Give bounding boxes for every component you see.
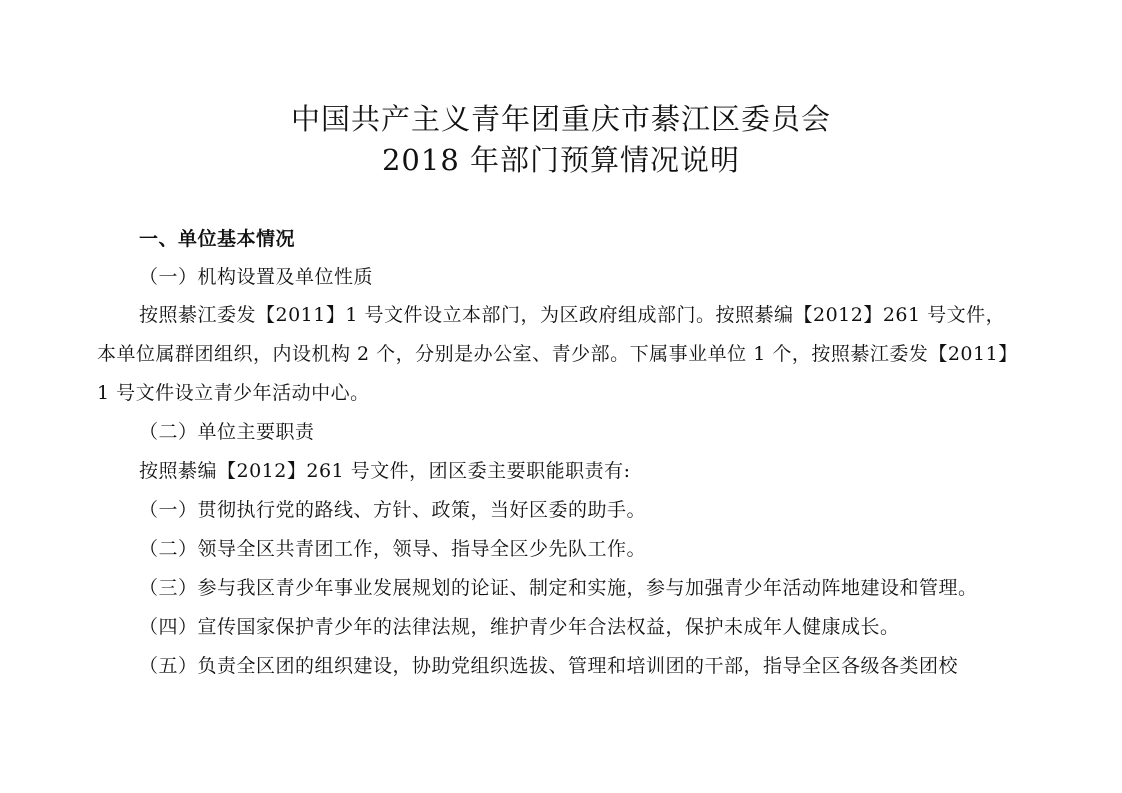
paragraph1-line3: 1 号文件设立青少年活动中心。 [97, 382, 370, 404]
paragraph1-line1: 按照綦江委发【2011】1 号文件设立本部门，为区政府组成部门。按照綦编【2012】261 号文件， [139, 304, 1006, 326]
duty-item-5: （五）负责全区团的组织建设，协助党组织选拔、管理和培训团的干部，指导全区各级各类团校 [139, 655, 959, 677]
sub1-heading: （一）机构设置及单位性质 [139, 266, 374, 288]
duty-item-3: （三）参与我区青少年事业发展规划的论证、制定和实施，参与加强青少年活动阵地建设和管理。 [139, 577, 978, 599]
document-title-line2: 2018 年部门预算情况说明 [381, 143, 741, 177]
section1-heading: 一、单位基本情况 [139, 228, 296, 250]
document-title-line1: 中国共产主义青年团重庆市綦江区委员会 [290, 102, 831, 136]
duty-item-4: （四）宣传国家保护青少年的法律法规，维护青少年合法权益，保护未成年人健康成长。 [139, 616, 900, 638]
sub2-heading: （二）单位主要职责 [139, 421, 315, 443]
paragraph1-line2: 本单位属群团组织，内设机构 2 个，分别是办公室、青少部。下属事业单位 1 个，按照綦江委发【2011】 [97, 343, 1018, 365]
paragraph2-intro: 按照綦编【2012】261 号文件，团区委主要职能职责有: [139, 460, 631, 482]
duty-item-1: （一）贯彻执行党的路线、方针、政策，当好区委的助手。 [139, 499, 647, 521]
duty-item-2: （二）领导全区共青团工作，领导、指导全区少先队工作。 [139, 538, 647, 560]
